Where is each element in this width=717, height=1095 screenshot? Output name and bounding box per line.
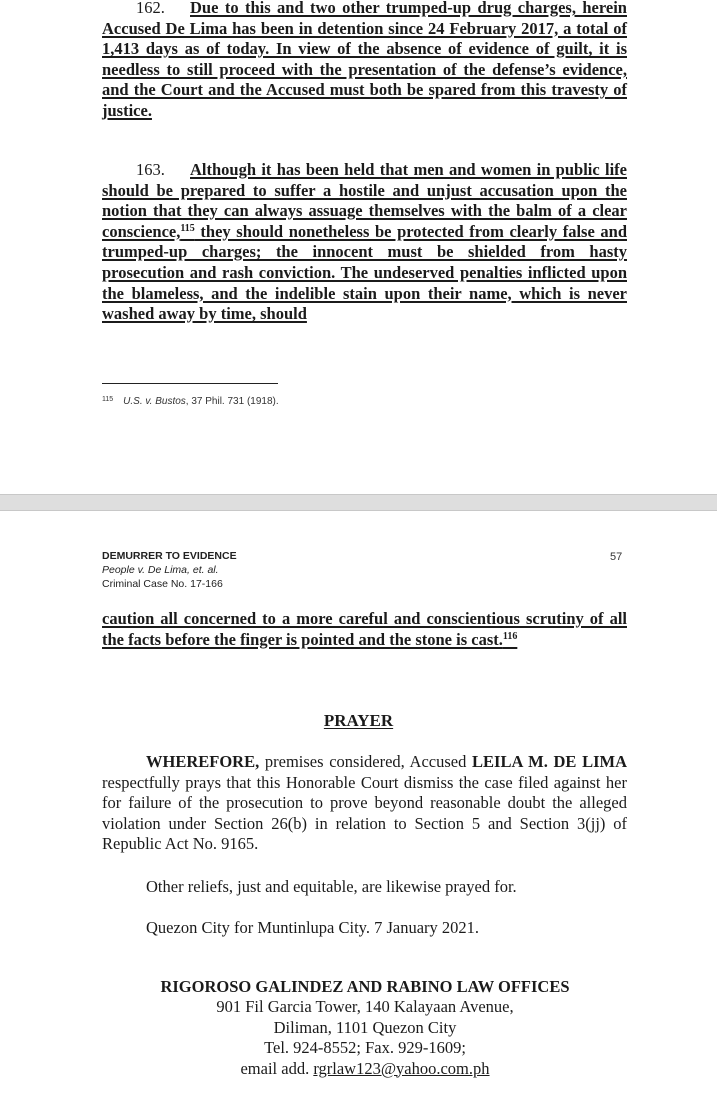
header-case-no: Criminal Case No. 17-166 bbox=[102, 578, 223, 590]
paragraph-162 bbox=[102, 0, 627, 122]
address-line-1: 901 Fil Garcia Tower, 140 Kalayaan Avenue, bbox=[216, 997, 514, 1017]
page-header bbox=[102, 549, 237, 591]
accused-name: LEILA M. DE LIMA bbox=[472, 752, 627, 771]
paragraph-number: 163. bbox=[136, 160, 165, 179]
phone-fax: Tel. 924-8552; Fax. 929-1609; bbox=[264, 1038, 466, 1058]
footnote-115 bbox=[102, 396, 279, 407]
paragraph-text: Although it has been held that men and women in public life should be prepared to suffer a hostile and unjust accusation upon the notion that they can always assuage themselves with the balm of a clear conscience,$^{115}$ they should nonetheless be protected from clearly false and trumped-up charges; the innocent must be shielded from hasty prosecution and rash conviction. The undeserved penalties inflicted upon the blameless, and the indelible stain upon their name, which is never washed away by time, should bbox=[102, 160, 627, 324]
law-firm-name: RIGOROSO GALINDEZ AND RABINO LAW OFFICES bbox=[160, 977, 570, 996]
page-number: 57 bbox=[610, 551, 623, 563]
signature-block bbox=[0, 977, 717, 1079]
email-link[interactable]: rgrlaw123@yahoo.com.ph bbox=[313, 1058, 490, 1078]
paragraph-text: Due to this and two other trumped-up drug charges, herein Accused De Lima has been in detention since 24 February 2017, a total of 1,413 days as of today. In view of the absence of evidence of guilt, it is needless to still proceed with the presentation of the defense’s evidence, and the Court and the Accused must both be spared from this travesty of justice. bbox=[102, 0, 627, 120]
email-line: email add. rgrlaw123@yahoo.com.ph bbox=[240, 1058, 490, 1078]
footnote-case: U.S. v. Bustos bbox=[123, 396, 186, 407]
paragraph-number: 162. bbox=[136, 0, 165, 17]
footnote-ref-115[interactable]: 115 bbox=[180, 222, 195, 234]
paragraph-163-continuation bbox=[102, 609, 627, 650]
other-reliefs: Other reliefs, just and equitable, are likewise prayed for. bbox=[146, 877, 517, 896]
wherefore-text: WHEREFORE, bbox=[146, 752, 260, 771]
paragraph-text: caution all concerned to a more careful and conscientious scrutiny of all the facts before the finger is pointed and the stone is cast.$^{116}$ bbox=[102, 609, 627, 649]
footnote-citation: , 37 Phil. 731 (1918). bbox=[185, 396, 279, 407]
footnote-number: 115 bbox=[102, 396, 114, 403]
document-page-57 bbox=[0, 511, 717, 1095]
paragraph-163 bbox=[102, 160, 627, 325]
footnote-divider bbox=[102, 383, 278, 384]
page-separator bbox=[0, 494, 717, 511]
document-page-56 bbox=[0, 0, 717, 494]
address-line-2: Diliman, 1101 Quezon City bbox=[273, 1017, 457, 1037]
header-title: DEMURRER TO EVIDENCE bbox=[102, 550, 237, 562]
footnote-ref-116[interactable]: 116 bbox=[502, 630, 518, 642]
prayer-paragraph: WHEREFORE, premises considered, Accused LEILA M. DE LIMA respectfully prays that this Honorable Court dismiss the case filed against her for failure of the prosecution to prove beyond reasonable doubt the alleged violation under Section 26(b) in relation to Section 5 and Section 3(jj) of Republic Act No. 9165. bbox=[102, 752, 627, 854]
header-case-name: People v. De Lima, et. al. bbox=[102, 564, 219, 576]
place-date: Quezon City for Muntinlupa City. 7 January 2021. bbox=[146, 918, 480, 937]
prayer-heading: PRAYER bbox=[323, 711, 394, 730]
